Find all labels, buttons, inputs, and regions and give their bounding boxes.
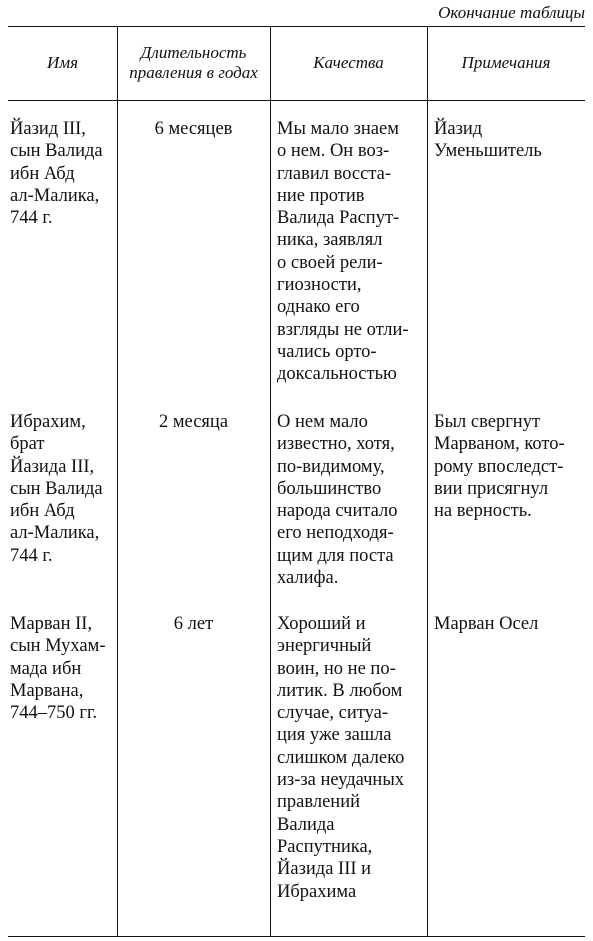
row-3-qualities: Хороший и энергичный воин, но не по- литик. В любом случае, ситуа- ция уже зашла слишком далеко из-за неудачных правлений Валида Распутника, Йазида III и Ибрахима (277, 614, 405, 902)
header-qualities: Качества (313, 53, 384, 72)
header-bottom-rule (8, 100, 585, 101)
row-1-qualities: Мы мало знаем о нем. Он воз- главил восста- ние против Валида Распут- ника, заявлял о своей рели- гиозности, однако его взгляды не отли- чались орто- доксальностью (277, 119, 409, 385)
row-2-notes: Был свергнут Марваном, кото- рому впоследст- вии присягнул на верность. (434, 412, 565, 522)
row-2-qualities: О нем мало известно, хотя, по-видимому, большинство народа считало его неподходя- щим для поста халифа. (277, 412, 398, 589)
row-1-name: Йазид III, сын Валида ибн Абд ал-Малика, 744 г. (10, 119, 103, 229)
row-3-duration: 6 лет (173, 614, 214, 634)
header-name: Имя (46, 53, 79, 72)
row-3-name: Марван II, сын Мухам- мада ибн Марвана, 744–750 гг. (10, 614, 106, 724)
row-1-notes: Йазид Уменьшитель (434, 119, 542, 162)
table-caption: Окончание таблицы (438, 3, 585, 22)
column-separator (270, 26, 271, 936)
column-separator (117, 26, 118, 936)
header-duration: Длительность правления в годах (129, 43, 258, 82)
table-bottom-rule (8, 936, 585, 937)
rulers-table (8, 26, 585, 937)
row-2-duration: 2 месяца (158, 412, 229, 432)
column-separator (427, 26, 428, 936)
row-3-notes: Марван Осел (434, 614, 539, 634)
header-notes: Примечания (461, 53, 551, 72)
row-2-name: Ибрахим, брат Йазида III, сын Валида ибн Абд ал-Малика, 744 г. (10, 412, 103, 566)
row-1-duration: 6 месяцев (154, 119, 233, 139)
